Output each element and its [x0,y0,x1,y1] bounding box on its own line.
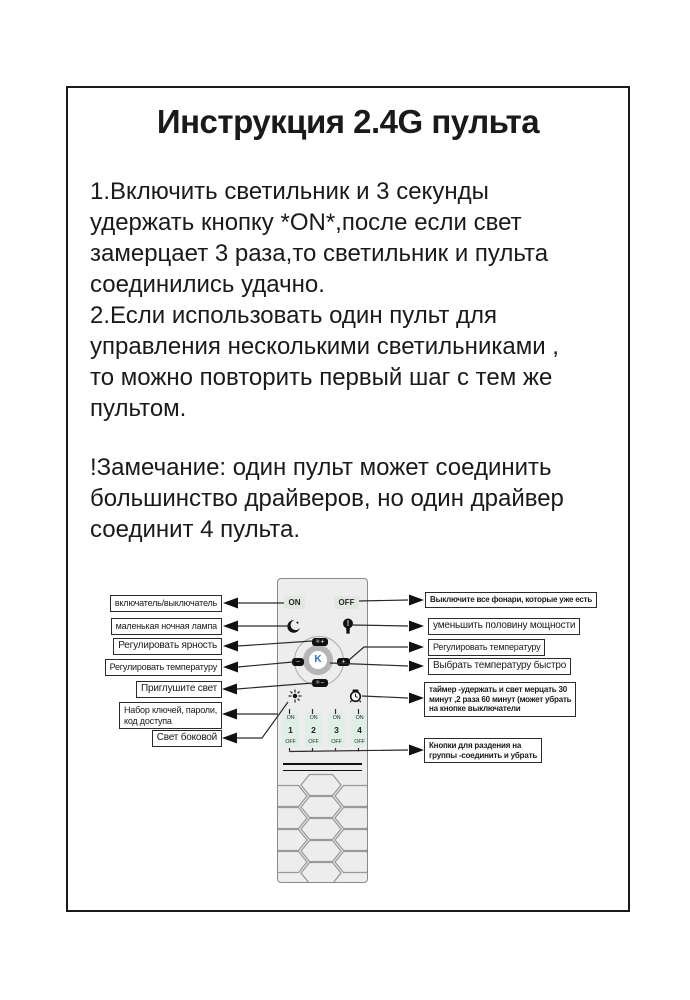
label-on-off-switch [110,595,222,612]
label-text: включатель/выключатель [114,598,217,608]
brightness-down-icon: ☼− [312,679,328,687]
channel-column-1 [282,713,299,747]
label-text: на кнопке выключатели [429,704,521,713]
label-text: Выбрать температуру быстро [433,660,567,671]
label-side-light [152,730,222,747]
label-text: Регулировать ярность [118,640,217,651]
label-text: Приглушите свет [140,683,217,694]
channel-column-3 [328,713,345,747]
label-text: уменьшить половину мощности [433,620,576,631]
speaker-line [283,770,362,772]
channel-number: 1 [288,724,293,735]
label-adjust-temperature-left [105,659,222,676]
channel-on-label: ON [332,715,341,721]
side-light-sun-icon [288,689,302,703]
instructions-paragraph [90,176,559,424]
label-half-power [428,618,580,635]
label-text: Регулировать температуру [433,642,541,652]
page-title: Инструкция 2.4G пульта [156,103,540,140]
instruction-line: то можно повторить первый шаг с тем же [90,364,553,391]
label-text: Свет боковой [156,732,217,743]
label-text: Набор ключей, пароли, [123,705,217,715]
note-line: !Замечание: один пульт может соединить [90,454,552,481]
channel-column-2 [305,713,322,747]
label-text: код доступа [123,715,172,726]
label-text: Выключите все фонари, которые уже есть [430,595,593,604]
moon-icon [286,619,301,634]
instruction-line: 1.Включить светильник и 3 секунды [90,178,489,205]
channel-off-label: OFF [308,739,319,745]
bulb-icon [342,617,354,635]
instruction-line: пультом. [90,395,187,422]
channel-off-label: OFF [354,739,365,745]
off-button: OFF [334,596,359,609]
label-night-lamp [111,618,222,635]
note-line: соединит 4 пульта. [90,516,301,543]
channel-column-4 [351,713,368,747]
label-adjust-temperature-right [428,639,545,656]
note-paragraph [90,452,564,545]
timer-clock-icon [348,689,363,703]
label-text: маленькая ночная лампа [115,621,217,631]
channel-on-label: ON [309,715,318,721]
label-key-set-password [119,702,222,729]
note-line: большинство драйверов, но один драйвер [90,485,564,512]
temperature-right-icon: + [337,658,350,666]
instruction-line: замерцает 3 раза,то светильник и пульта [90,240,549,267]
speaker-line [283,763,362,765]
channel-off-label: OFF [331,739,342,745]
label-text: минут ,2 раза 60 минут (может убрать [429,694,572,704]
label-group-buttons [424,738,542,763]
label-text: группы -соединить и убрать [429,750,538,760]
temperature-left-icon: − [292,658,304,666]
channel-number: 4 [357,724,362,735]
label-select-temperature-fast [428,658,571,675]
label-dim-light [136,681,222,698]
label-timer [424,682,576,717]
channel-number: 3 [334,724,339,735]
channel-on-label: ON [286,715,295,721]
channel-off-label: OFF [285,739,296,745]
instruction-line: 2.Если использовать один пульт для [90,302,498,329]
channel-on-label: ON [355,715,364,721]
label-turn-off-all-lights [425,592,597,608]
honeycomb-pattern [278,773,368,883]
on-button: ON [284,596,305,609]
label-adjust-brightness [113,638,222,655]
channel-number: 2 [311,724,316,735]
label-text: таймер -удержать и свет мерцать 30 [429,685,568,694]
ok-button: K [303,645,333,675]
label-text: Регулировать температуру [109,662,217,672]
brightness-up-icon: ☼+ [312,638,328,646]
remote-control-diagram [277,578,368,883]
instruction-line: удержать кнопку *ON*,после если свет [90,209,522,236]
label-text: Кнопки для раздения на [429,741,522,750]
instruction-line: соединились удачно. [90,271,325,298]
instruction-line: управления несколькими светильниками , [90,333,559,360]
